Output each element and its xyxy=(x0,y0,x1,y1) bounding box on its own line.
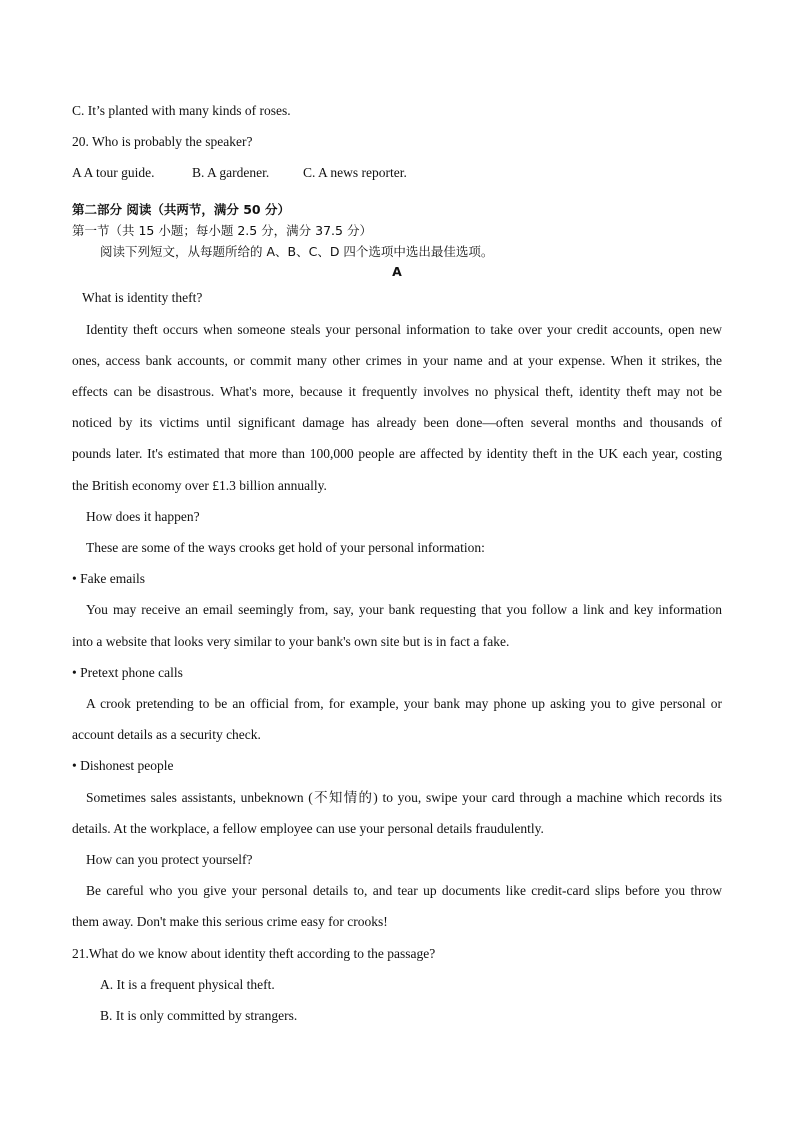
subheading-how-happen: How does it happen? xyxy=(86,509,200,524)
paragraph-line: These are some of the ways crooks get hold of your personal information: xyxy=(86,540,485,555)
part2-heading: 第二部分 阅读（共两节，满分 50 分） xyxy=(72,202,290,217)
paragraph-line: account details as a security check. xyxy=(72,727,261,742)
section1-heading: 第一节（共 15 小题；每小题 2.5 分，满分 37.5 分） xyxy=(72,223,372,238)
paragraph-line: effects can be disastrous. What's more, because it frequently involves no physical theft, identity theft may not be xyxy=(72,384,722,399)
paragraph-line: You may receive an email seemingly from, say, your bank requesting that you follow a link and key information xyxy=(86,602,722,617)
paragraph-line: the British economy over £1.3 billion annually. xyxy=(72,478,327,493)
bullet-dishonest-people: • Dishonest people xyxy=(72,758,174,773)
q19-option-c: C. It’s planted with many kinds of roses. xyxy=(72,103,291,118)
subheading-what-is: What is identity theft? xyxy=(82,290,203,305)
q20-option-a: A A tour guide. xyxy=(72,165,155,180)
q21-option-b: B. It is only committed by strangers. xyxy=(100,1008,298,1023)
paragraph-line: them away. Don't make this serious crime easy for crooks! xyxy=(72,914,388,929)
paragraph-line: Identity theft occurs when someone steals your personal information to take over your credit accounts, open new xyxy=(86,322,722,337)
bullet-fake-emails: • Fake emails xyxy=(72,571,145,586)
q21-option-a: A. It is a frequent physical theft. xyxy=(100,977,275,992)
bullet-pretext-calls: • Pretext phone calls xyxy=(72,665,183,680)
paragraph-line: noticed by its victims until significant damage has already been done—often several months and thousands of xyxy=(72,415,722,430)
paragraph-line: A crook pretending to be an official from, for example, your bank may phone up asking you to give personal or xyxy=(86,696,722,711)
passage-letter: A xyxy=(392,264,402,279)
paragraph-line: Sometimes sales assistants, unbeknown (不知情的) to you, swipe your card through a machine which records its xyxy=(86,790,722,805)
paragraph-line: ones, access bank accounts, or commit many other crimes in your name and at your expense. When it strikes, the xyxy=(72,353,722,368)
q20-option-b: B. A gardener. xyxy=(192,165,270,180)
q21-stem: 21.What do we know about identity theft according to the passage? xyxy=(72,946,436,961)
paragraph-line: Be careful who you give your personal details to, and tear up documents like credit-card slips before you throw xyxy=(86,883,722,898)
paragraph-line: details. At the workplace, a fellow employee can use your personal details fraudulently. xyxy=(72,821,544,836)
q20-options xyxy=(72,165,407,181)
q20-stem: 20. Who is probably the speaker? xyxy=(72,134,253,149)
reading-instruction: 阅读下列短文，从每题所给的 A、B、C、D 四个选项中选出最佳选项。 xyxy=(100,244,494,259)
q20-option-c: C. A news reporter. xyxy=(303,165,407,180)
subheading-protect: How can you protect yourself? xyxy=(86,852,253,867)
paragraph-line: into a website that looks very similar to your bank's own site but is in fact a fake. xyxy=(72,634,510,649)
paragraph-line: pounds later. It's estimated that more than 100,000 people are affected by identity theft in the UK each year, costing xyxy=(72,446,722,461)
